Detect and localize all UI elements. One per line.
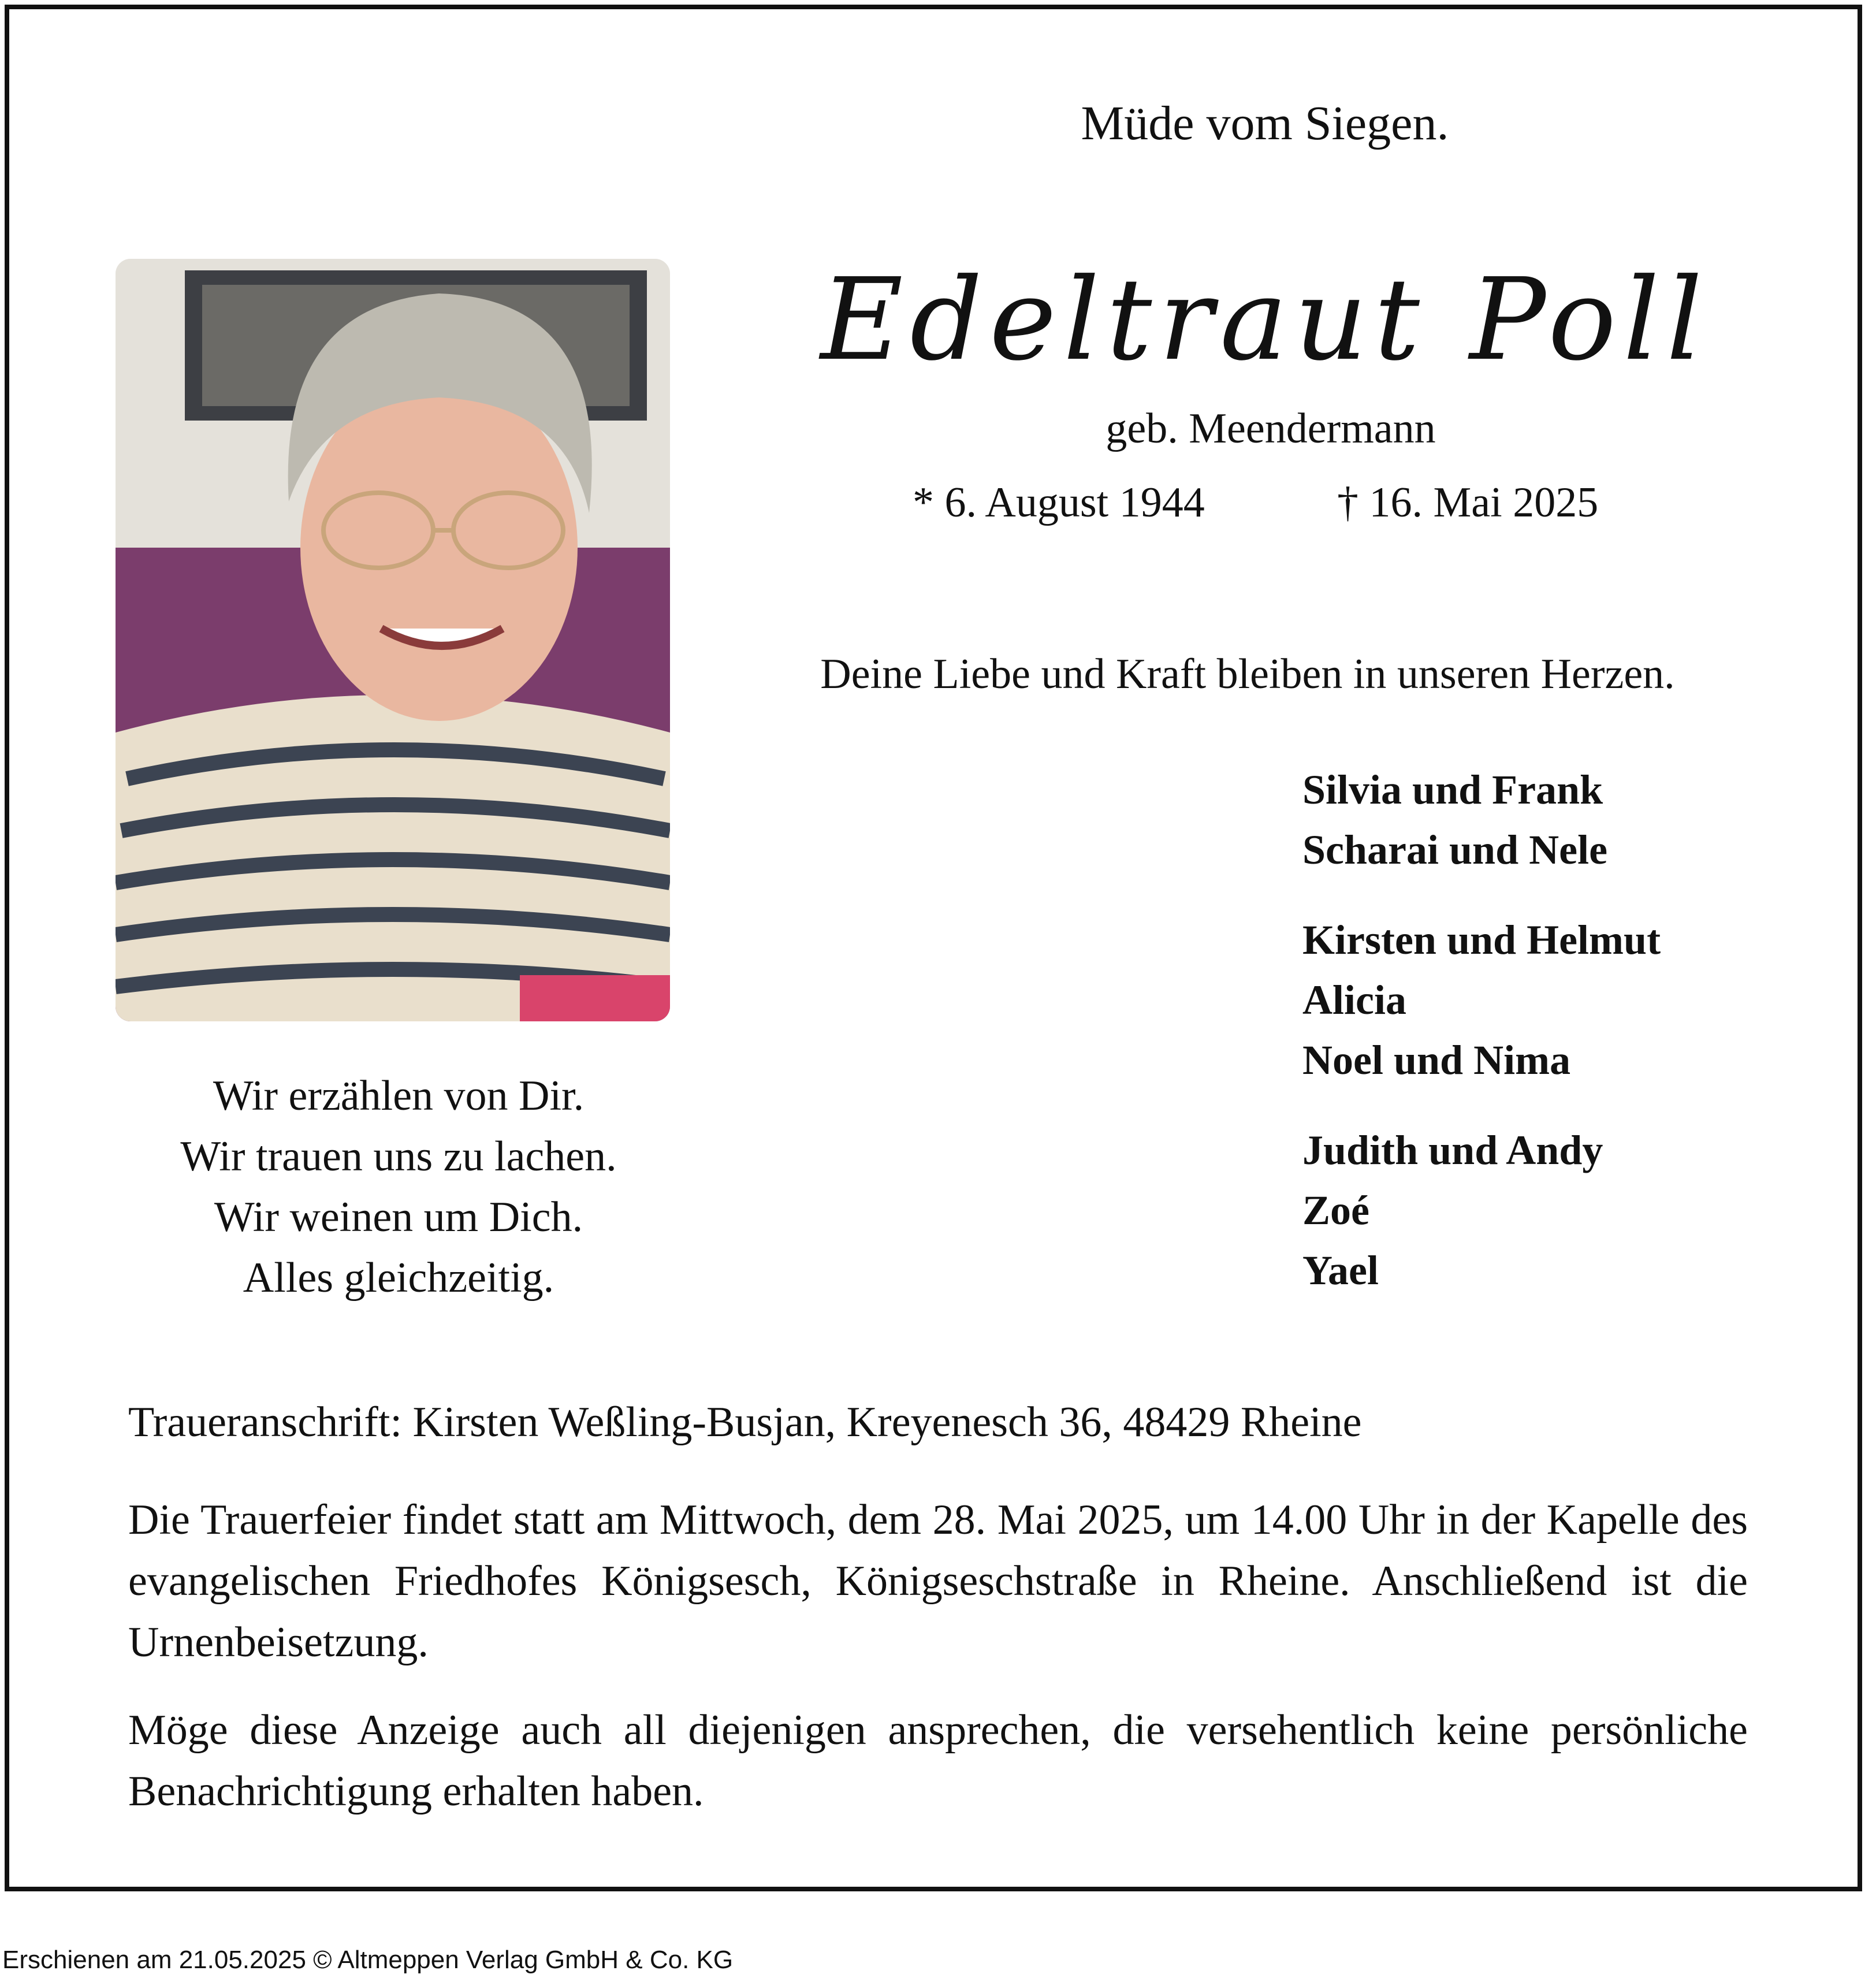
death-date: † 16. Mai 2025 bbox=[1337, 479, 1599, 526]
poem bbox=[116, 1066, 682, 1308]
motto: Müde vom Siegen. bbox=[1081, 96, 1449, 150]
poem-line: Alles gleichzeitig. bbox=[243, 1254, 554, 1302]
portrait-photo bbox=[116, 259, 670, 1021]
family-member: Yael bbox=[1302, 1247, 1379, 1293]
poem-line: Wir weinen um Dich. bbox=[214, 1194, 583, 1241]
family-member: Alicia bbox=[1302, 977, 1406, 1023]
family-group bbox=[1302, 760, 1661, 880]
notice-text: Möge diese Anzeige auch all diejenigen ansprechen, die versehentlich keine persönliche Benachrichtigung erhalten haben. bbox=[128, 1706, 1748, 1815]
publication-footer: Erschienen am 21.05.2025 © Altmeppen Verlag GmbH & Co. KG bbox=[2, 1946, 734, 1974]
family-list bbox=[1302, 760, 1661, 1330]
mourning-address: Traueranschrift: Kirsten Weßling-Busjan, Kreyenesch 36, 48429 Rheine bbox=[128, 1399, 1362, 1446]
birth-date: * 6. August 1944 bbox=[913, 479, 1205, 526]
maiden-name: geb. Meendermann bbox=[1106, 405, 1436, 452]
portrait-illustration bbox=[116, 259, 670, 1021]
deceased-name: Edeltraut Poll bbox=[820, 254, 1710, 386]
family-member: Scharai und Nele bbox=[1302, 827, 1608, 873]
poem-line: Wir trauen uns zu lachen. bbox=[180, 1133, 617, 1180]
ceremony-info: Die Trauerfeier findet statt am Mittwoch, dem 28. Mai 2025, um 14.00 Uhr in der Kapelle des evangelischen Friedhofes Königsesch, Königseschstraße in Rheine. Anschließend ist die Urnenbeisetzung. bbox=[128, 1496, 1748, 1666]
family-member: Kirsten und Helmut bbox=[1302, 917, 1661, 963]
family-group bbox=[1302, 1120, 1661, 1300]
family-member: Zoé bbox=[1302, 1187, 1369, 1233]
family-member: Silvia und Frank bbox=[1302, 767, 1603, 813]
family-member: Judith und Andy bbox=[1302, 1127, 1603, 1173]
family-member: Noel und Nima bbox=[1302, 1037, 1571, 1083]
quote: Deine Liebe und Kraft bleiben in unseren Herzen. bbox=[820, 650, 1675, 698]
poem-line: Wir erzählen von Dir. bbox=[213, 1072, 585, 1120]
family-group bbox=[1302, 910, 1661, 1090]
